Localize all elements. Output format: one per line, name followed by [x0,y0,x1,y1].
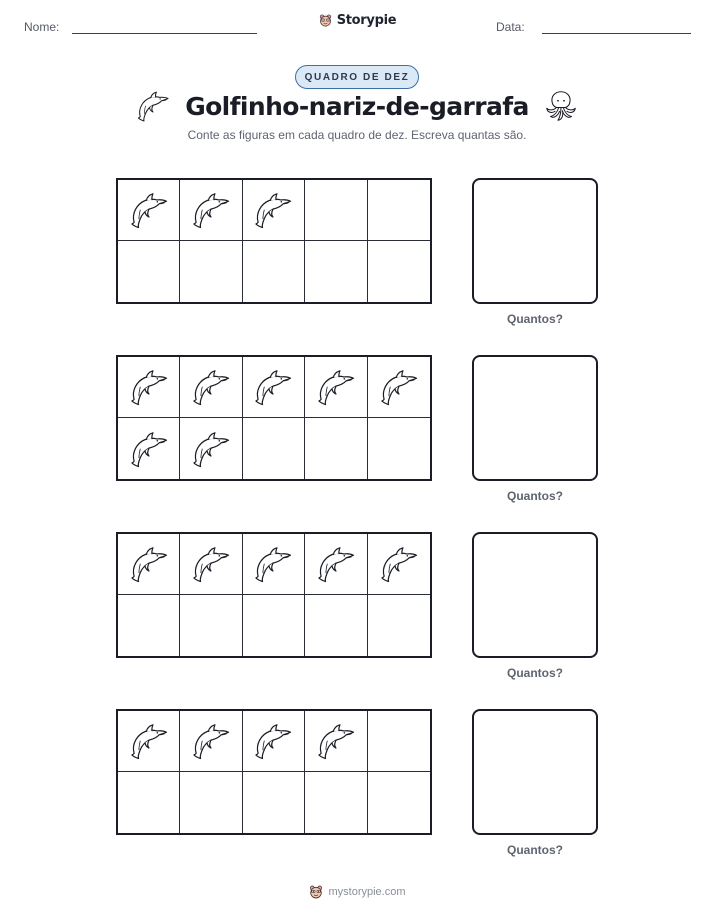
dolphin-icon [190,543,232,585]
dolphin-icon [190,720,232,762]
brand-name: Storypie [336,13,397,28]
ten-frame-cell [118,357,180,418]
dolphin-icon [378,366,420,408]
octopus-icon [543,88,579,124]
title-row [0,88,714,124]
footer-url: mystorypie.com [328,886,406,898]
ten-frame-cell [118,772,180,833]
ten-frame-cell [368,595,430,656]
category-badge: QUADRO DE DEZ [295,65,420,89]
ten-frame-cell [305,595,367,656]
ten-frame-cell [118,180,180,241]
ten-frame-cell [180,772,242,833]
ten-frame-cell [368,534,430,595]
ten-frame-cell [243,595,305,656]
storypie-mascot-icon [308,884,324,900]
ten-frame-cell [180,180,242,241]
page-title: Golfinho-nariz-de-garrafa [185,91,529,121]
dolphin-icon [190,189,232,231]
answer-box[interactable] [472,355,598,481]
ten-frame-cell [118,241,180,302]
ten-frame-cell [243,772,305,833]
ten-frame-cell [305,711,367,772]
date-field-line[interactable] [542,33,691,34]
dolphin-icon [252,720,294,762]
ten-frame-cell [243,357,305,418]
dolphin-icon [315,543,357,585]
storypie-mascot-icon [318,13,333,28]
ten-frame-cell [305,241,367,302]
dolphin-icon [128,428,170,470]
dolphin-icon [252,366,294,408]
name-field-line[interactable] [72,33,257,34]
answer-box[interactable] [472,178,598,304]
answer-box[interactable] [472,709,598,835]
ten-frame [116,178,432,304]
ten-frame-cell [368,241,430,302]
ten-frame [116,532,432,658]
answer-label: Quantos? [507,843,563,857]
ten-frame-cell [368,180,430,241]
ten-frame-cell [180,711,242,772]
ten-frame-cell [368,711,430,772]
ten-frame-cell [368,357,430,418]
dolphin-icon [128,366,170,408]
ten-frame-cell [305,180,367,241]
answer-label: Quantos? [507,666,563,680]
instructions: Conte as figuras em cada quadro de dez. Escreva quantas são. [187,128,527,142]
dolphin-icon [128,720,170,762]
dolphin-icon [190,366,232,408]
ten-frame-cell [180,357,242,418]
ten-frame-cell [305,772,367,833]
dolphin-icon [315,366,357,408]
ten-frame [116,355,432,481]
name-label: Nome: [24,20,60,34]
ten-frame-cell [243,534,305,595]
ten-frame [116,709,432,835]
dolphin-icon [378,543,420,585]
ten-frame-cell [368,772,430,833]
ten-frame-cell [305,357,367,418]
ten-frame-cell [243,241,305,302]
answer-box[interactable] [472,532,598,658]
ten-frame-cell [180,418,242,479]
ten-frame-cell [118,595,180,656]
date-label: Data: [496,20,525,34]
ten-frame-cell [243,418,305,479]
dolphin-icon [315,720,357,762]
answer-label: Quantos? [507,489,563,503]
dolphin-icon [128,189,170,231]
ten-frame-cell [305,418,367,479]
ten-frame-cell [368,418,430,479]
ten-frame-cell [305,534,367,595]
dolphin-icon [190,428,232,470]
answer-label: Quantos? [507,312,563,326]
ten-frame-cell [118,418,180,479]
ten-frame-cell [243,180,305,241]
ten-frame-cell [180,595,242,656]
brand-logo [0,13,714,28]
ten-frame-cell [180,534,242,595]
dolphin-icon [128,543,170,585]
ten-frame-cell [180,241,242,302]
ten-frame-cell [243,711,305,772]
footer [0,884,714,900]
dolphin-icon [252,543,294,585]
ten-frame-cell [118,711,180,772]
ten-frame-cell [118,534,180,595]
dolphin-icon [252,189,294,231]
dolphin-icon [135,88,171,124]
